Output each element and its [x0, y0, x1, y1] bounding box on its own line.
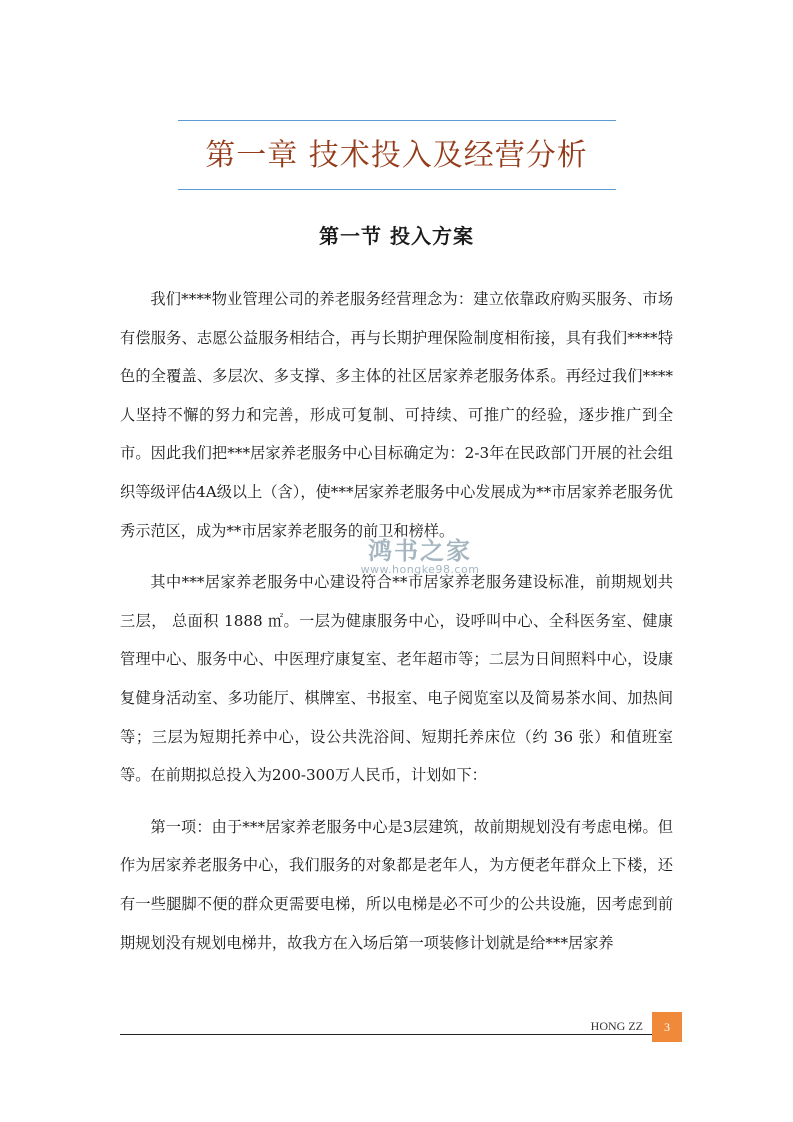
footer-rule	[120, 1034, 653, 1035]
page-number-badge: 3	[652, 1012, 682, 1042]
paragraph-3: 第一项：由于***居家养老服务中心是3层建筑，故前期规划没有考虑电梯。但作为居家养老服务中心，我们服务的对象都是老年人，为方便老年群众上下楼，还有一些腿脚不便的群众更需要电梯，所以电梯是必不可少的公共设施，因考虑到前期规划没有规划电梯井，故我方在入场后第一项装修计划就是给***居家养	[120, 817, 673, 952]
title-top-rule	[178, 120, 616, 121]
footer-label: HONG ZZ	[590, 1019, 643, 1033]
watermark-url: www.hongke98.com	[360, 563, 480, 576]
title-bottom-rule	[178, 189, 616, 190]
body-text	[120, 280, 673, 975]
paragraph-1: 我们****物业管理公司的养老服务经营理念为：建立依靠政府购买服务、市场有偿服务、志愿公益服务相结合，再与长期护理保险制度相衔接，具有我们****特色的全覆盖、多层次、多支撑、多主体的社区居家养老服务体系。再经过我们****人坚持不懈的努力和完善，形成可复制、可持续、可推广的经验，逐步推广到全市。因此我们把***居家养老服务中心目标确定为：2-3年在民政部门开展的社会组织等级评估4A级以上（含），使***居家养老服务中心发展成为**市居家养老服务优秀示范区，成为**市居家养老服务的前卫和榜样。	[120, 290, 673, 540]
paragraph-2: 其中***居家养老服务中心建设符合**市居家养老服务建设标准，前期规划共三层， 总面积 1888 ㎡。一层为健康服务中心，设呼叫中心、全科医务室、健康管理中心、服务中心、中医理疗康复室、老年超市等；二层为日间照料中心，设康复健身活动室、多功能厅、棋牌室、书报室、电子阅览室以及简易茶水间、加热间等；三层为短期托养中心，设公共洗浴间、短期托养床位（约 36 张）和值班室等。在前期拟总投入为200-300万人民币，计划如下：	[120, 573, 673, 785]
watermark-text: 鸿书之家	[368, 537, 472, 565]
chapter-title: 第一章 技术投入及经营分析	[205, 138, 588, 173]
section-title: 第一节 投入方案	[319, 224, 474, 248]
